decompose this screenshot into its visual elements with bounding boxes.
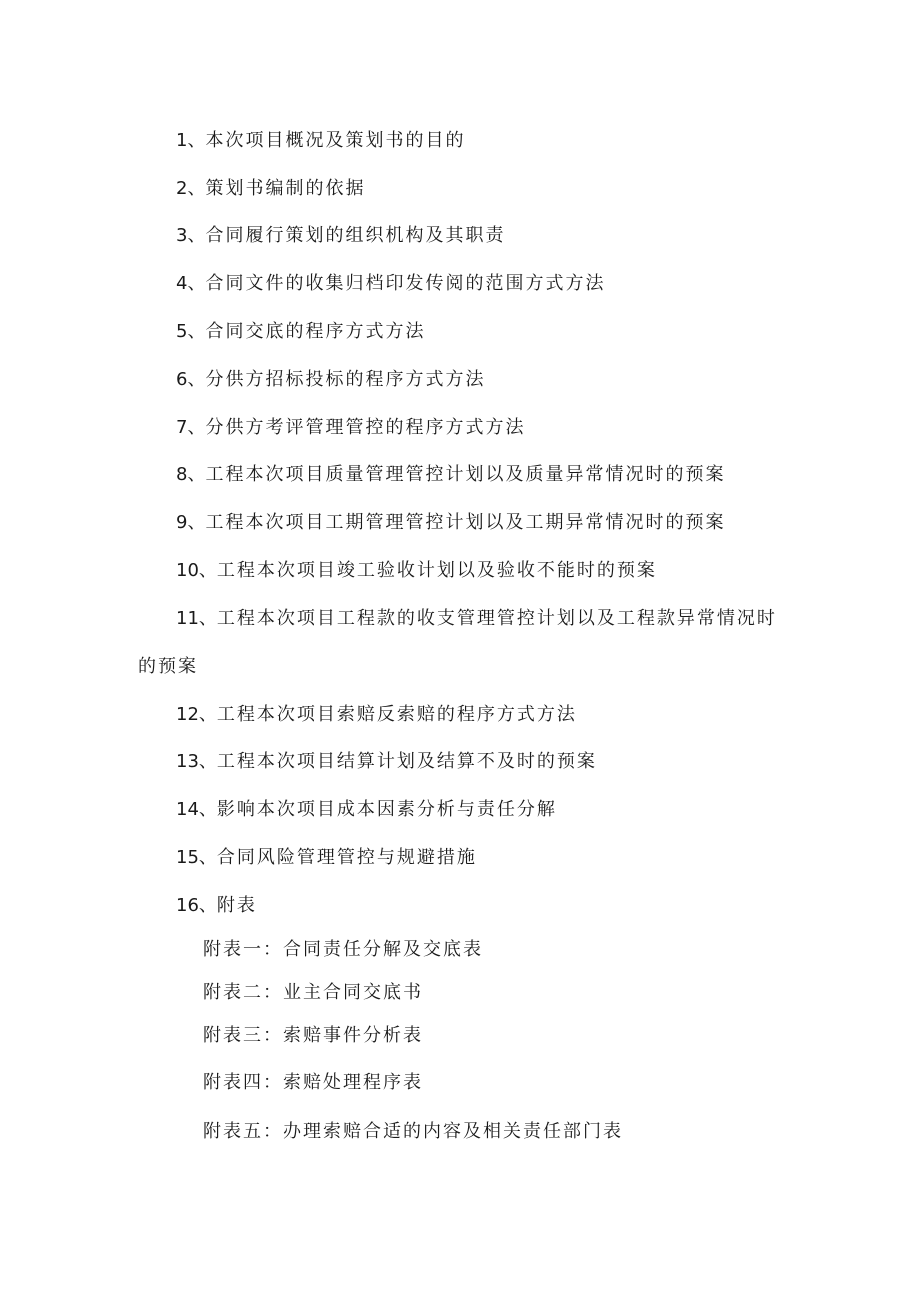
toc-item-text: 附表 [216, 895, 257, 916]
toc-item-text: 工程本次项目竣工验收计划以及验收不能时的预案 [216, 560, 657, 581]
toc-item-number: 7、 [176, 417, 206, 438]
toc-item-10 [176, 559, 657, 583]
toc-item-text: 工程本次项目索赔反索赔的程序方式方法 [216, 704, 577, 725]
toc-item-12 [176, 703, 577, 727]
toc-item-text: 合同文件的收集归档印发传阅的范围方式方法 [205, 273, 606, 294]
toc-item-number: 12、 [176, 704, 217, 725]
toc-item-text: 合同交底的程序方式方法 [205, 321, 426, 342]
toc-item-number: 16、 [176, 895, 217, 916]
appendix-item-4 [203, 1071, 423, 1095]
toc-item-text-continuation: 的预案 [138, 656, 198, 677]
toc-item-3 [176, 224, 505, 248]
toc-item-number: 4、 [176, 273, 206, 294]
toc-item-9 [176, 511, 725, 535]
toc-item-number: 11、 [176, 608, 217, 629]
toc-item-number: 3、 [176, 225, 206, 246]
appendix-text: 附表一：合同责任分解及交底表 [203, 939, 483, 960]
toc-item-text: 合同履行策划的组织机构及其职责 [205, 225, 506, 246]
appendix-text: 附表四：索赔处理程序表 [203, 1072, 423, 1093]
toc-item-text: 分供方考评管理管控的程序方式方法 [205, 417, 526, 438]
toc-item-text: 工程本次项目工期管理管控计划以及工期异常情况时的预案 [205, 512, 726, 533]
toc-item-text: 分供方招标投标的程序方式方法 [205, 369, 486, 390]
toc-item-text: 工程本次项目工程款的收支管理管控计划以及工程款异常情况时 [216, 608, 777, 629]
appendix-text: 附表二：业主合同交底书 [203, 982, 423, 1003]
toc-item-number: 14、 [176, 799, 217, 820]
toc-item-text: 合同风险管理管控与规避措施 [216, 847, 477, 868]
toc-item-number: 6、 [176, 369, 206, 390]
toc-item-8 [176, 463, 725, 487]
toc-item-7 [176, 416, 525, 440]
toc-item-number: 10、 [176, 560, 217, 581]
toc-item-number: 15、 [176, 847, 217, 868]
toc-item-text: 策划书编制的依据 [205, 178, 366, 199]
appendix-item-5 [203, 1120, 623, 1144]
appendix-text: 附表五：办理索赔合适的内容及相关责任部门表 [203, 1121, 623, 1142]
toc-item-2 [176, 177, 365, 201]
toc-item-number: 13、 [176, 751, 217, 772]
toc-item-5 [176, 320, 425, 344]
toc-item-number: 1、 [176, 130, 206, 151]
toc-item-1 [176, 129, 465, 153]
toc-item-11-continuation [138, 655, 198, 679]
toc-item-14 [176, 798, 557, 822]
toc-item-text: 工程本次项目结算计划及结算不及时的预案 [216, 751, 597, 772]
toc-item-text: 本次项目概况及策划书的目的 [205, 130, 466, 151]
toc-item-11 [176, 607, 777, 631]
toc-item-number: 9、 [176, 512, 206, 533]
toc-item-6 [176, 368, 485, 392]
toc-item-number: 5、 [176, 321, 206, 342]
appendix-text: 附表三：索赔事件分析表 [203, 1025, 423, 1046]
toc-item-text: 工程本次项目质量管理管控计划以及质量异常情况时的预案 [205, 464, 726, 485]
toc-item-number: 2、 [176, 178, 206, 199]
appendix-item-2 [203, 981, 423, 1005]
toc-item-text: 影响本次项目成本因素分析与责任分解 [216, 799, 557, 820]
toc-item-15 [176, 846, 477, 870]
toc-item-16 [176, 894, 257, 918]
appendix-item-3 [203, 1024, 423, 1048]
appendix-item-1 [203, 938, 483, 962]
toc-item-4 [176, 272, 605, 296]
toc-item-number: 8、 [176, 464, 206, 485]
toc-item-13 [176, 750, 597, 774]
